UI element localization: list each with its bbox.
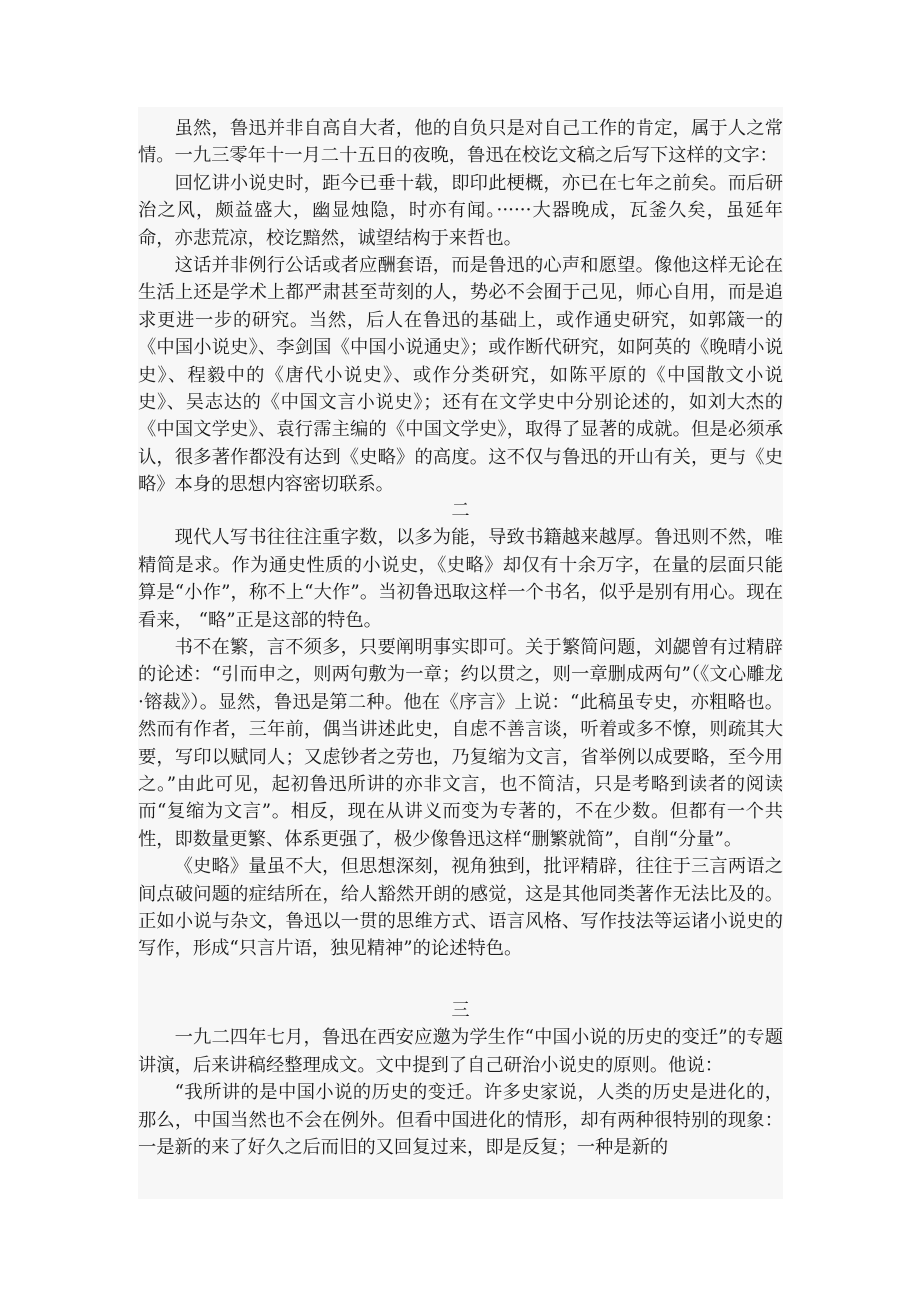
- section-heading: 二: [451, 500, 470, 521]
- paragraph: 《史略》量虽不大，但思想深刻，视角独到，批评精辟，往往于三言两语之间点破问题的症结所在，给人豁然开朗的感觉，这是其他同类著作无法比及的。正如小说与杂文，鲁迅以一贯的思维方式、语言风格、写作技法等运诸小说史的写作，形成“只言片语，独见精神”的论述特色。: [138, 856, 783, 960]
- section-one: [138, 115, 783, 499]
- paragraph: 现代人写书往往注重字数，以多为能，导致书籍越来越厚。鲁迅则不然，唯精简是求。作为通史性质的小说史，《史略》却仅有十余万字，在量的层面只能算是“小作”，称不上“大作”。当初鲁迅取这样一个书名，似乎是别有用心。现在看来， “略”正是这部的特色。: [138, 527, 783, 631]
- section-three: [138, 997, 783, 1161]
- quoted-paragraph: “我所讲的是中国小说的历史的变迁。许多史家说，人类的历史是进化的，那么，中国当然也不会在例外。但看中国进化的情形，却有两种很特别的现象：一是新的来了好久之后而旧的又回复过来，即是反复；一种是新的: [138, 1082, 783, 1159]
- section-heading: 三: [451, 1000, 470, 1021]
- paragraph: 这话并非例行公话或者应酬套语，而是鲁迅的心声和愿望。像他这样无论在生活上还是学术上都严肃甚至苛刻的人，势必不会囿于己见，师心自用，而是追求更进一步的研究。当然，后人在鲁迅的基础上，或作通史研究，如郭箴一的《中国小说史》、李剑国《中国小说通史》；或作断代研究，如阿英的《晚晴小说史》、程毅中的《唐代小说史》、或作分类研究，如陈平原的《中国散文小说史》、吴志达的《中国文言小说史》；还有在文学史中分别论述的，如刘大杰的《中国文学史》、袁行霈主编的《中国文学史》，取得了显著的成就。但是必须承认，很多著作都没有达到《史略》的高度。这不仅与鲁迅的开山有关，更与《史略》本身的思想内容密切联系。: [138, 255, 783, 496]
- paragraph: 虽然，鲁迅并非自高自大者，他的自负只是对自己工作的肯定，属于人之常情。一九三零年十一月二十五日的夜晚，鲁迅在校讫文稿之后写下这样的文字：: [138, 118, 783, 167]
- document-page: [138, 107, 783, 1199]
- section-two: [138, 497, 783, 963]
- quoted-paragraph: 回忆讲小说史时，距今已垂十载，即印此梗概，亦已在七年之前矣。而后研治之风，颇益盛大，幽显烛隐，时亦有闻。······大器晚成，瓦釜久矣，虽延年命，亦悲荒凉，校讫黯然，诚望结构于来哲也。: [138, 172, 783, 249]
- paragraph: 书不在繁，言不须多，只要阐明事实即可。关于繁简问题，刘勰曾有过精辟的论述：“引而申之，则两句敷为一章；约以贯之，则一章删成两句”（《文心雕龙·镕裁》）。显然，鲁迅是第二种。他在《序言》上说：“此稿虽专史，亦粗略也。然而有作者，三年前，偶当讲述此史，自虑不善言谈，听着或多不憭，则疏其大要，写印以赋同人；又虑钞者之劳也，乃复缩为文言，省举例以成要略，至今用之。”由此可见，起初鲁迅所讲的亦非文言，也不简洁，只是考略到读者的阅读而“复缩为文言”。相反，现在从讲义而变为专著的，不在少数。但都有一个共性，即数量更繁、体系更强了，极少像鲁迅这样“删繁就简”，自削“分量”。: [138, 637, 783, 850]
- paragraph: 一九二四年七月，鲁迅在西安应邀为学生作“中国小说的历史的变迁”的专题讲演，后来讲稿经整理成文。文中提到了自己研治小说史的原则。他说：: [138, 1027, 783, 1076]
